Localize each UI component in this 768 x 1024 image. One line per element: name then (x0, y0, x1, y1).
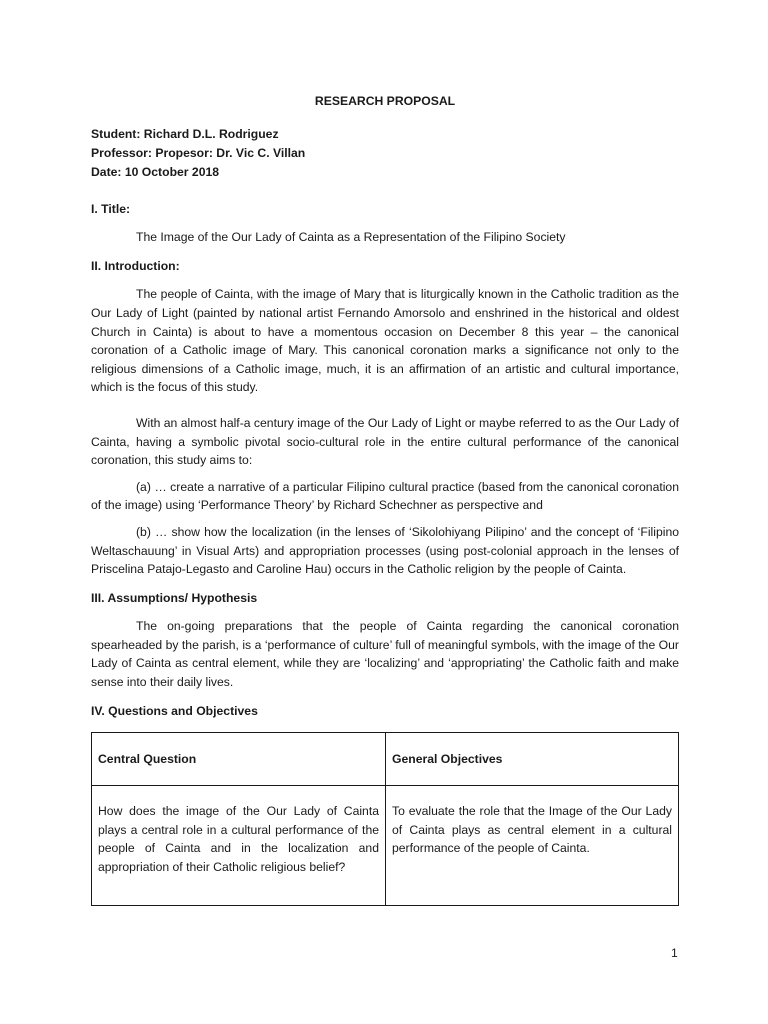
hypothesis-heading: III. Assumptions/ Hypothesis (91, 590, 258, 605)
document-title: RESEARCH PROPOSAL (314, 94, 456, 108)
hypothesis-text: The on-going preparations that the people of Cainta regarding the canonical coronation spearheaded by the parish, is a ‘performance of culture’ full of meaningful symbols, with the image of the Our Lady of Cainta as central element, while they are ‘localizing’ and ‘appropriating’ the Catholic faith and make sense into their daily lives. (91, 619, 679, 690)
central-question-cell: How does the image of the Our Lady of Cainta plays a central role in a cultural performance of the people of Cainta and in the localization and appropriation of their Catholic religious belief? (92, 786, 386, 906)
questions-heading: IV. Questions and Objectives (91, 703, 258, 718)
central-question-header: Central Question (92, 733, 386, 786)
general-objectives-cell: To evaluate the role that the Image of the Our Lady of Cainta plays as central element in a cultural performance of the people of Cainta. (386, 786, 679, 906)
table-header-row (92, 733, 679, 786)
objective-b: (b) … show how the localization (in the lenses of ‘Sikolohiyang Pilipino’ and the concept of ‘Filipino Weltaschauung’ in Visual Arts) and appropriation processes (using post-colonial approach in the lenses of Priscelina Patajo-Legasto and Caroline Hau) occurs in the Catholic religion by the people of Cainta. (91, 524, 679, 577)
introduction-heading: II. Introduction: (91, 258, 180, 273)
table-row (92, 786, 679, 906)
title-text: The Image of the Our Lady of Cainta as a Representation of the Filipino Society (136, 230, 566, 245)
date-line: Date: 10 October 2018 (91, 164, 220, 179)
document-page (91, 92, 679, 906)
title-heading: I. Title: (91, 201, 131, 216)
page-number: 1 (671, 946, 678, 960)
questions-table (91, 732, 679, 906)
general-objectives-header: General Objectives (386, 733, 679, 786)
introduction-paragraph-2: With an almost half-a century image of the Our Lady of Light or maybe referred to as the Our Lady of Cainta, having a symbolic pivotal socio-cultural role in the entire cultural performance of the canonical coronation, this study aims to: (91, 415, 679, 468)
proposal-meta (91, 125, 679, 182)
professor-line: Professor: Propesor: Dr. Vic C. Villan (91, 145, 306, 160)
objective-a: (a) … create a narrative of a particular Filipino cultural practice (based from the canonical coronation of the image) using ‘Performance Theory’ by Richard Schechner as perspective and (91, 479, 679, 513)
student-line: Student: Richard D.L. Rodriguez (91, 126, 279, 141)
introduction-paragraph-1: The people of Cainta, with the image of Mary that is liturgically known in the Catholic tradition as the Our Lady of Light (painted by national artist Fernando Amorsolo and enshrined in the historical and oldest Church in Cainta) is about to have a momentous occasion on December 8 this year – the canonical coronation of a Catholic image of Mary. This canonical coronation marks a significance not only to the religious dimensions of a Catholic image, much, it is an affirmation of an artistic and cultural importance, which is the focus of this study. (91, 287, 679, 395)
